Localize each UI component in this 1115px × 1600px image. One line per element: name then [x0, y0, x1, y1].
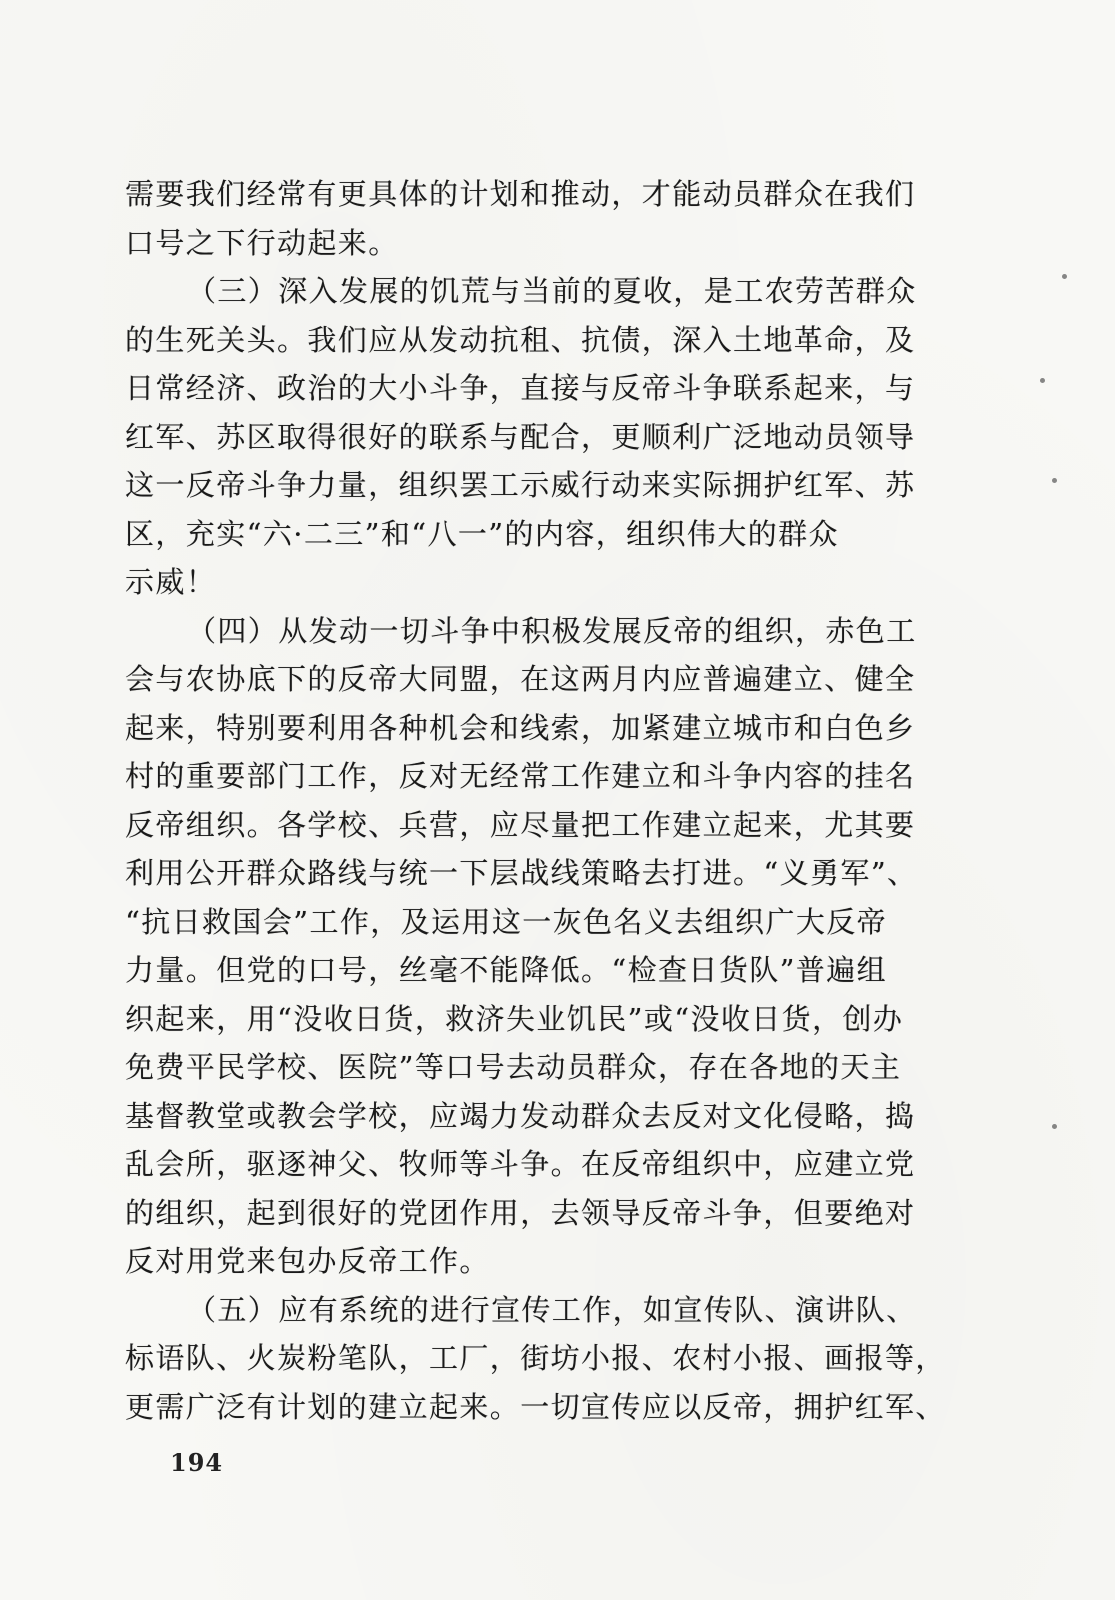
text-line: 的组织，起到很好的党团作用，去领导反帝斗争，但要绝对 [125, 1195, 916, 1230]
text-line: 织起来，用“没收日货，救济失业饥民”或“没收日货，创办 [125, 1001, 904, 1036]
text-line: “抗日救国会”工作，及运用这一灰色名义去组织广大反帝 [125, 904, 888, 939]
body-text [125, 170, 985, 1431]
text-line: 日常经济、政治的大小斗争，直接与反帝斗争联系起来，与 [125, 371, 916, 405]
text-line: 利用公开群众路线与统一下层战线策略去打进。“义勇军”、 [125, 856, 918, 890]
text-line: 标语队、火炭粉笔队，工厂，街坊小报、农村小报、画报等， [125, 1341, 946, 1375]
text-line: 的生死关头。我们应从发动抗租、抗债，深入土地革命，及 [125, 322, 916, 357]
text-line: 需要我们经常有更具体的计划和推动，才能动员群众在我们 [125, 177, 916, 211]
text-line: 村的重要部门工作，反对无经常工作建立和斗争内容的挂名 [125, 759, 916, 793]
scan-speck [1052, 478, 1057, 483]
text-line: 乱会所，驱逐神父、牧师等斗争。在反帝组织中，应建立党 [125, 1147, 916, 1181]
text-line: 红军、苏区取得很好的联系与配合，更顺利广泛地动员领导 [125, 419, 916, 454]
text-line: 会与农协底下的反帝大同盟，在这两月内应普遍建立、健全 [125, 662, 916, 696]
text-line: 这一反帝斗争力量，组织罢工示威行动来实际拥护红军、苏 [125, 468, 916, 502]
text-line: 基督教堂或教会学校，应竭力发动群众去反对文化侵略，捣 [125, 1098, 916, 1133]
text-line: 反帝组织。各学校、兵营，应尽量把工作建立起来，尤其要 [125, 807, 916, 842]
text-line: 更需广泛有计划的建立起来。一切宣传应以反帝，拥护红军、 [125, 1389, 946, 1424]
text-line: 区，充实“六·二三”和“八一”的内容，组织伟大的群众 [125, 516, 839, 551]
text-line: （三）深入发展的饥荒与当前的夏收，是工农劳苦群众 [187, 274, 917, 308]
text-line: 反对用党来包办反帝工作。 [125, 1244, 490, 1278]
text-line: 力量。但党的口号，丝毫不能降低。“检查日货队”普遍组 [125, 953, 888, 987]
text-line: （五）应有系统的进行宣传工作，如宣传队、演讲队、 [187, 1292, 917, 1327]
text-line: 口号之下行动起来。 [125, 225, 399, 260]
text-line: 起来，特别要利用各种机会和线索，加紧建立城市和白色乡 [125, 710, 916, 745]
text-line: 免费平民学校、医院”等口号去动员群众，存在各地的天主 [125, 1050, 902, 1084]
scan-speck [1052, 1124, 1057, 1129]
scan-speck [1040, 378, 1045, 383]
text-line: 示威！ [125, 565, 217, 599]
scan-speck [1062, 274, 1067, 279]
text-line: （四）从发动一切斗争中积极发展反帝的组织，赤色工 [187, 613, 917, 648]
page-number: 194 [170, 1448, 224, 1477]
